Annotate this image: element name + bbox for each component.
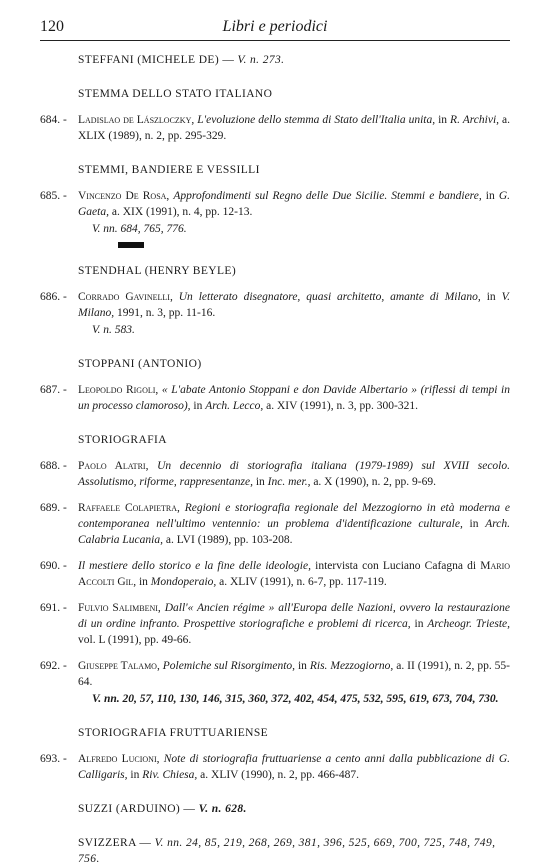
page-content [40, 52, 510, 867]
entry-author: Alfredo Lucioni, [78, 753, 160, 765]
entry-journal: Inc. mer., [267, 476, 311, 488]
entry-journal: G. Gaeta, [78, 190, 511, 218]
page-header [40, 18, 510, 41]
entry-number: 693. - [40, 753, 67, 765]
entry-title: Dall'« Ancien régime » all'Europa delle Nazioni, ovvero la restaurazione di un ordine infranto. Prospettive storiografiche e problemi di ricerca, [78, 602, 511, 630]
entry-details: a. X (1990), n. 2, pp. 9-69. [313, 476, 436, 488]
cross-reference: V. nn. 20, 57, 110, 130, 146, 315, 360, 372, 402, 454, 475, 532, 595, 619, 673, 704, 730. [92, 693, 499, 705]
entry-number: 688. - [40, 460, 67, 472]
entry-number: 692. - [40, 660, 67, 672]
section-heading: SUZZI (ARDUINO) — V. n. 628. [78, 803, 247, 815]
bibliography-entry: 691. - Fulvio Salimbeni, Dall'« Ancien régime » all'Europa delle Nazioni, ovvero la restaurazione di un ordine infranto. Prospettive storiografiche e problemi di ricerca, in Archeogr. Trieste, vol. L (1991), pp. 49-66. [40, 602, 511, 646]
bibliography-entry: 687. - Leopoldo Rigoli, « L'abate Antonio Stoppani e don Davide Albertario » (riflessi di tempi in un processo clamoroso), in Arch. Lecco, a. XIV (1991), n. 3, pp. 300-321. [40, 384, 511, 412]
bibliography-entry: 684. - Ladislao de Lászloczky, L'evoluzione dello stemma di Stato dell'Italia unita, in R. Archivi, a. XLIX (1989), n. 2, pp. 295-329. [40, 114, 511, 142]
entry-number: 686. - [40, 291, 67, 303]
entry-title: Un letterato disegnatore, quasi architetto, amante di Milano, [178, 291, 481, 303]
bibliography-entry: 685. - Vincenzo De Rosa, Approfondimenti sul Regno delle Due Sicilie. Stemmi e bandiere, in G. Gaeta, a. XIX (1991), n. 4, pp. 12-13. V. nn. 684, 765, 776. [40, 188, 510, 253]
entry-details: vol. L (1991), pp. 49-66. [78, 634, 192, 646]
entry-journal: Arch. Lecco, [205, 400, 264, 412]
entry-number: 689. - [40, 502, 67, 514]
entry-title: Polemiche sul Risorgimento, [162, 660, 296, 672]
entry-details: 1991, n. 3, pp. 11-16. [116, 307, 216, 319]
entry-journal: Riv. Chiesa, [142, 769, 198, 781]
entry-journal: V. Milano, [78, 291, 510, 319]
ink-smudge [118, 242, 144, 248]
entry-journal: Ris. Mezzogiorno, [309, 660, 394, 672]
section-heading: SVIZZERA — V. nn. 24, 85, 219, 268, 269, 381, 396, 525, 669, 700, 725, 748, 749, 756. [78, 837, 496, 865]
entry-number: 690. - [40, 560, 67, 572]
entry-author: Paolo Alatri, [78, 460, 149, 472]
entry-author: Fulvio Salimbeni, [78, 602, 161, 614]
entry-journal: Mondoperaio, [150, 576, 217, 588]
entry-author: Mario Accolti Gil, [78, 560, 511, 588]
entry-author: Ladislao de Lászloczky, [78, 114, 195, 126]
entry-author: Raffaele Colapietra, [78, 502, 180, 514]
entry-details: a. II (1991), n. 2, pp. 55-64. [78, 660, 510, 688]
bibliography-entry: 693. - Alfredo Lucioni, Note di storiografia fruttuariense a cento anni dalla pubblicazione di G. Calligaris, in Riv. Chiesa, a. XLIV (1990), n. 2, pp. 466-487. [40, 753, 510, 781]
entry-author: Leopoldo Rigoli, [78, 384, 159, 396]
section-heading: STEMMA DELLO STATO ITALIANO [78, 88, 273, 100]
bibliography-entry: 690. - Il mestiere dello storico e la fine delle ideologie, intervista con Luciano Cafagna di Mario Accolti Gil, in Mondoperaio, a. XLIV (1991), n. 6-7, pp. 117-119. [40, 560, 511, 588]
entry-author: Giuseppe Talamo, [78, 660, 160, 672]
section-heading: STORIOGRAFIA [78, 434, 167, 446]
section-heading: STOPPANI (ANTONIO) [78, 358, 202, 370]
bibliography-entry: 692. - Giuseppe Talamo, Polemiche sul Risorgimento, in Ris. Mezzogiorno, a. II (1991), n. 2, pp. 55-64. V. nn. 20, 57, 110, 130, 146, 315, 360, 372, 402, 454, 475, 532, 595, 619, 673, 704, 730. [40, 660, 510, 705]
running-title: Libri e periodici [222, 18, 328, 35]
entry-author: Vincenzo De Rosa, [78, 190, 170, 202]
entry-details: a. XIX (1991), n. 4, pp. 12-13. [111, 206, 253, 218]
entry-details: a. LVI (1989), pp. 103-208. [165, 534, 293, 546]
entry-title: Un decennio di storiografia italiana (1979-1989) sul XVIII secolo. Assolutismo, riforme, rappresentanze, [78, 460, 510, 488]
entry-number: 687. - [40, 384, 67, 396]
entry-journal: Archeogr. Trieste, [427, 618, 511, 630]
entry-number: 684. - [40, 114, 67, 126]
entry-journal: R. Archivi, [450, 114, 500, 126]
cross-reference: V. nn. 684, 765, 776. [92, 223, 187, 235]
section-heading: STENDHAL (HENRY BEYLE) [78, 265, 237, 277]
entry-title: Approfondimenti sul Regno delle Due Sicilie. Stemmi e bandiere, [173, 190, 482, 202]
entry-details: a. XLIV (1991), n. 6-7, pp. 117-119. [219, 576, 387, 588]
page-number: 120 [40, 18, 64, 35]
cross-reference: V. n. 583. [92, 324, 135, 336]
bibliography-entry: 688. - Paolo Alatri, Un decennio di storiografia italiana (1979-1989) sul XVIII secolo. Assolutismo, riforme, rappresentanze, in Inc. mer., a. X (1990), n. 2, pp. 9-69. [40, 460, 510, 488]
entry-details: a. XLIX (1989), n. 2, pp. 295-329. [78, 114, 511, 142]
section-heading: STORIOGRAFIA FRUTTUARIENSE [78, 727, 269, 739]
bibliography-entry: 686. - Corrado Gavinelli, Un letterato disegnatore, quasi architetto, amante di Milano, in V. Milano, 1991, n. 3, pp. 11-16. V. n. 583. [40, 291, 510, 336]
entry-number: 691. - [40, 602, 67, 614]
bibliography-entry: 689. - Raffaele Colapietra, Regioni e storiografia regionale del Mezzogiorno in età moderna e contemporanea nell'ultimo ventennio: un problema d'identificazione culturale, in Arch. Calabria Lucania, a. LVI (1989), pp. 103-208. [40, 502, 510, 546]
section-heading: STEFFANI (MICHELE DE) — V. n. 273. [78, 54, 285, 66]
entry-title: L'evoluzione dello stemma di Stato dell'Italia unita, [197, 114, 436, 126]
entry-title: « L'abate Antonio Stoppani e don Davide Albertario » (riflessi di tempi in un processo clamoroso), [78, 384, 511, 412]
entry-journal: Arch. Calabria Lucania, [78, 518, 510, 546]
entry-details: a. XIV (1991), n. 3, pp. 300-321. [266, 400, 418, 412]
entry-title: Note di storiografia fruttuariense a cento anni dalla pubblicazione di G. Calligaris, [78, 753, 510, 781]
entry-details: a. XLIV (1990), n. 2, pp. 466-487. [200, 769, 360, 781]
section-heading: STEMMI, BANDIERE E VESSILLI [78, 164, 260, 176]
entry-author: Corrado Gavinelli, [78, 291, 173, 303]
entry-number: 685. - [40, 190, 67, 202]
entry-title: Il mestiere dello storico e la fine delle ideologie, [78, 560, 311, 572]
entry-title: Regioni e storiografia regionale del Mezzogiorno in età moderna e contemporanea nell'ultimo ventennio: un problema d'identificazione culturale, [78, 502, 510, 530]
